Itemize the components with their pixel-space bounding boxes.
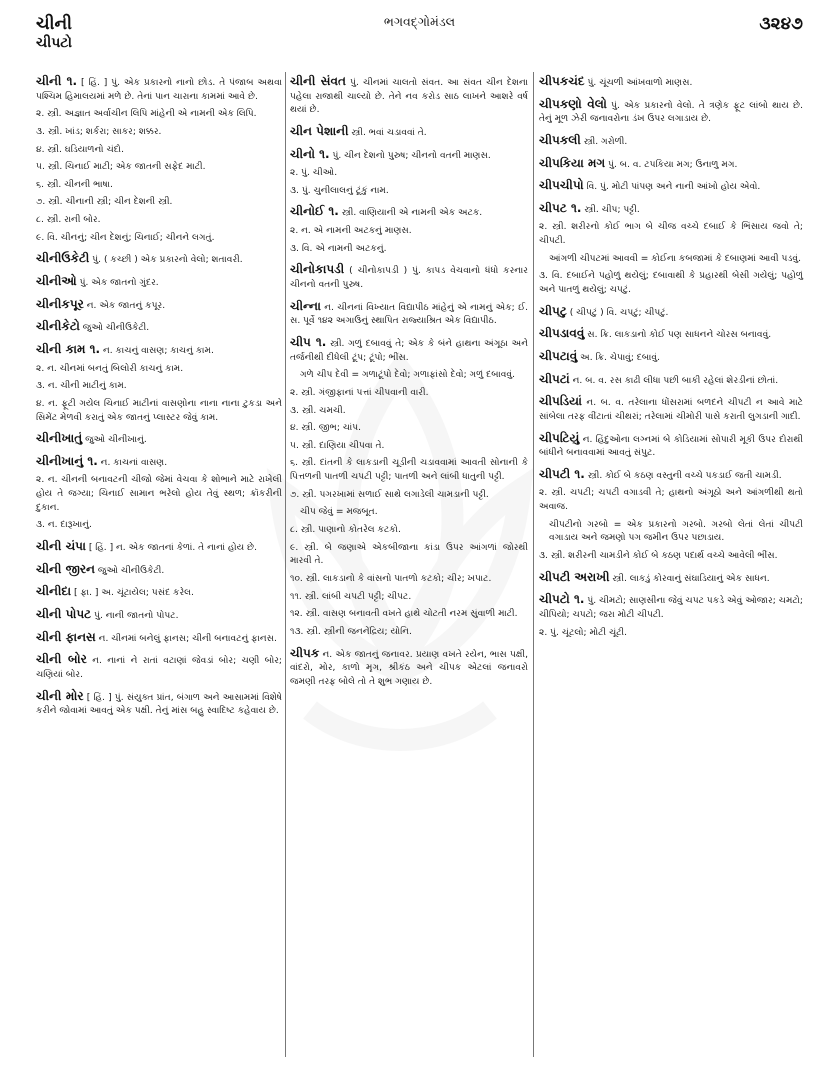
dictionary-entry [290, 202, 528, 221]
headword: ચીપક [290, 645, 320, 660]
headword: ચીનીખાતું [36, 431, 83, 446]
headword: ચીનીદા [36, 584, 72, 599]
definition-text: ૧૩. સ્ત્રી. સ્ત્રીની જનનેંદ્રિય; યોનિ. [290, 626, 412, 637]
dictionary-entry [539, 370, 803, 389]
dictionary-entry [539, 154, 803, 173]
definition-text: પું. એક જાતનો ગુંદર. [79, 278, 159, 289]
headword: ચીપટી ૧. [539, 466, 585, 481]
definition-text: ૨. ન. ચીનમાં બનતું બિલોરી કાચનું કામ. [36, 363, 184, 374]
sense-line [36, 363, 282, 377]
dictionary-entry [36, 340, 282, 359]
definition-text: ન. એક જાતનું કપૂર. [86, 300, 166, 311]
definition-text: ૨. ન. એ નામની અટકનું માણસ. [290, 226, 412, 237]
dictionary-entry [290, 260, 528, 292]
definition-text: સ્ત્રી. ગળું દબાવવું તે; એક કે બંને હાથના અંગૂઠા અને તર્જનીથી દીધેલી ટૂંપ; ટૂંપો; ભીંસ. [290, 338, 528, 363]
definition-text: ૬. સ્ત્રી. ચીનની ભાષા. [36, 179, 113, 190]
headword: ચીપકચંદ [539, 74, 585, 88]
sense-line [36, 108, 282, 122]
dictionary-entry [36, 429, 282, 448]
definition-text: ન. ચીનનાં વિખ્યાત વિદ્યાપીઠ માંહેનું એ નામનું એક; ઈ. સ. પૂર્વે ૧૪૨ અગાઉનું સ્થાપિત રાજ્યાશ્રિત એક વિદ્યાપીઠ. [290, 302, 528, 327]
headword: ચીનોઈ ૧. [290, 204, 339, 219]
definition-text: ૩. ન. દારૂખાનું. [36, 520, 92, 531]
headword: ચીનોકાપડી [290, 262, 345, 277]
guideword-last: ચીપટો [36, 35, 72, 51]
definition-text: ૨. ન. ચીનની બનાવટની ચીજો જેમાં વેચવા કે શોભાને માટે રાખેલી હોય તે જગ્યા; ચિનાઈ સામાન ભરેલો હોય તેવું સ્થળ; ક્રૉકરીની દુકાન. [36, 475, 282, 513]
dictionary-entry [36, 452, 282, 471]
dictionary-entry [36, 560, 282, 579]
definition-text: પું. ચૂંચળી આંખવાળો માણસ. [587, 78, 693, 88]
definition-text: ( ચીપટું ) વિ. ચપટું; ચીપટું. [569, 307, 669, 318]
dictionary-entry [36, 272, 282, 291]
definition-text: ન. એક જાતનું જનાવર. પ્રયાણ વખતે રયેન, ભાસ પક્ષી, વાંદરો, મોર, કાળો મૃગ, શ્રીકંઠ અને ચીપક એટલાં જનાવરો જમણી તરફ બોલે તો તે શુભ ગણાય છે. [290, 649, 528, 687]
definition-text: ૫. સ્ત્રી. ચિનાઈ માટી; એક જાતની સફેદ માટી. [36, 162, 206, 173]
dictionary-entry [539, 199, 803, 218]
definition-text: સ્ત્રી. ભવાં ચડાવવાં તે. [351, 127, 427, 138]
headword: ચીન્ના [290, 298, 321, 313]
sense-line [290, 422, 528, 436]
definition-text: ન. ચીનમાં બનેલું ફાનસ; ચીની બનાવટનું ફાનસ. [98, 633, 277, 644]
definition-text: પું. એક પ્રકારનો વેલો. તે ત્રણેક ફૂટ લાંબો થાય છે. તેનું મૂળ ઝેરી જનાવરોના ડંખ ઉપર લગાડાય છે. [539, 100, 803, 125]
headword: ચીની જીરન [36, 561, 95, 576]
definition-text: ૩. સ્ત્રી. ખાંડ; શર્કરા; સાકર; શક્કર. [36, 126, 162, 137]
definition-text: ૭. સ્ત્રી. ચીનાની સ્ત્રી; ચીન દેશની સ્ત્રી. [36, 197, 173, 208]
sense-line [290, 506, 528, 520]
sense-line [36, 214, 282, 228]
sense-line [290, 626, 528, 640]
definition-text: ૧૧. સ્ત્રી. લાંબી ચપટી પટ્ટી; ચીપટ. [290, 591, 412, 602]
dictionary-entry [539, 72, 803, 91]
headword: ચીપટુ [539, 303, 567, 318]
dictionary-entry [539, 131, 803, 150]
definition-text: સ્ત્રી. વાણિયાની એ નામની એક અટક. [341, 208, 483, 219]
sense-line [36, 398, 282, 425]
definition-text: [ હિં. ] પું. સંયુક્ત પ્રાંત, બંગાળ અને આસામમાં વિશેષે કરીને જોવામાં આવતું એક પક્ષી. તેનું માંસ બહુ સ્વાદિષ્ટ કહેવાય છે. [36, 692, 282, 717]
definition-text: ૧૨. સ્ત્રી. વાસણ બનાવતી વખતે હાથે ચોટતી નરમ સુંવાળી માટી. [290, 609, 518, 620]
sense-line [290, 440, 528, 454]
usage-example: ગળે ચીપ દેવી = ગળાટૂંપો દેવો; ગળાફાંસો દેવો; ગળું દબાવવું. [300, 370, 515, 381]
headword: ચીની પોપટ [36, 606, 92, 621]
definition-text: જુઓ ચીનીઉકેટી. [82, 323, 150, 334]
sense-line [36, 380, 282, 394]
definition-text: પું. ચીમટો; સાણસીના જેવું ચપટ પકડે એવું ઓજાર; ચમટો; ચીપિયો; ચપટો; જરા મોટી ચીપટી. [539, 596, 803, 620]
sense-line [539, 627, 803, 641]
dictionary-entry [539, 465, 803, 484]
column-divider [285, 72, 286, 1057]
dictionary-entry [539, 176, 803, 195]
headword: ચીપકણો વેલો [539, 96, 607, 111]
dictionary-entry [290, 72, 528, 118]
dictionary-entry [36, 249, 282, 268]
definition-text: ૩. ન. ચીની માટીનું કામ. [36, 381, 127, 392]
column-1 [36, 72, 282, 723]
headword: ચીનો ૧. [290, 146, 330, 161]
dictionary-entry [539, 590, 803, 622]
headword: ચીપટ ૧. [539, 200, 582, 215]
column-3 [539, 72, 803, 644]
dictionary-entry [539, 392, 803, 424]
definition-text: [ હિં. ] પું. એક પ્રકારનો નાનો છોડ. તે પંજાબ અથવા પશ્ચિમ હિમાલયમાં મળે છે. તેનાં પાન ચારાના કામમાં આવે છે. [36, 78, 282, 102]
definition-text: ન. નાનાં ને રાતાં વટાણાં જેવડાં બોર; ચણી બોર; ચણિયાં બોર. [36, 656, 282, 680]
definition-text: ૩. પું. ચુનીલાલનું ટૂંકું નામ. [290, 185, 389, 196]
dictionary-entry [36, 687, 282, 719]
headword: ચીપડિયાં [539, 394, 582, 409]
definition-text: ૨. સ્ત્રી. શરીરનો કોઈ ભાગ બે ચીજ વચ્ચે દબાઈ કે ભિંસાય જવો તે; ચીપટી. [539, 222, 803, 247]
page-title: ભગવદ્ગોમંડલ [383, 14, 456, 29]
definition-text: ન. કાચનાં વાસણ. [100, 457, 168, 468]
sense-line [539, 221, 803, 248]
definition-text: ૨. પું. ચૂંટલો; મોટી ચૂંટી. [539, 627, 628, 638]
sense-line [36, 126, 282, 140]
sense-line [290, 591, 528, 605]
sense-line [290, 457, 528, 484]
sense-line [290, 405, 528, 419]
definition-text: ન. બ. વ. રસ કાઢી લીધા પછી બાકી રહેલાં શેરડીનાં છોતાં. [572, 375, 779, 386]
definition-text: સ્ત્રી. ગરોળી. [583, 136, 628, 147]
page-header [36, 14, 803, 62]
definition-text: ૪. સ્ત્રી. જીભ; ચાંપ. [290, 423, 362, 434]
definition-text: પું. ચીન દેશનો પુરુષ; ચીનનો વતની માણસ. [332, 150, 491, 161]
definition-text: ૩. સ્ત્રી. શરીરની ચામડીને કોઈ બે કઠણ પદાર્થ વચ્ચે આવેલી ભીંસ. [539, 551, 778, 562]
definition-text: પું. નાની જાતનો પોપટ. [94, 610, 179, 621]
usage-example: ચીપ જેવું = મજબૂત. [300, 507, 378, 518]
headword: ચીનીખાનું ૧. [36, 453, 98, 468]
definition-text: ૩. વિ. એ નામની અટકનું. [290, 243, 387, 254]
dictionary-entry [290, 122, 528, 141]
headword: ચીપ ૧. [290, 334, 327, 349]
definition-text: ૨. સ્ત્રી. અજ્ઞાત અર્વાચીન લિપિ માંહેની એ નામની એક લિપિ. [36, 109, 257, 120]
column-divider [533, 72, 534, 1057]
sense-line [36, 161, 282, 175]
headword: ચીપટાવું [539, 348, 578, 363]
sense-line [539, 270, 803, 297]
dictionary-entry [290, 333, 528, 365]
usage-example: આંગળી ચીપટમાં આવવી = કોઈના કબજામાં કે દબાણમાં આવી પડવું. [549, 253, 801, 264]
definition-text: વિ. પું. મોટી પાંપણ અને નાની આંખો હોય એવો. [586, 182, 761, 193]
definition-text: ૬. સ્ત્રી. દાંતની કે લાકડાની ચૂડીની ચડાવવામાં આવતી સોનાની કે પિત્તળની પાતળી ચપટી પટ્ટી; પાતળી અને લાંબી ધાતુની પટ્ટી. [290, 458, 528, 483]
sense-line [539, 519, 803, 546]
dictionary-entry [36, 72, 282, 104]
definition-text: ૮. સ્ત્રી. રાની બોર. [36, 215, 101, 226]
headword: ચીન પેશાની [290, 123, 349, 138]
sense-line [36, 144, 282, 158]
definition-text: પું. બ. વ. ટપકિયા મગ; ઉનાળુ મગ. [608, 159, 738, 170]
dictionary-entry [36, 537, 282, 556]
definition-text: જુઓ ચીનીઉકેટી. [97, 565, 165, 576]
definition-text: [ હિં. ] ન. એક જાતનાં કેળાં. તે નાનાં હોય છે. [88, 543, 257, 554]
definition-text: સ્ત્રી. ચીપ; પટ્ટી. [584, 204, 640, 215]
page-number: ૩૨૪૭ [759, 14, 803, 34]
usage-example: ચીપટીનો ગરબો = એક પ્રકારનો ગરબો. ગરબો લેતાં લેતાં ચીપટી વગાડાય અને જમણો પગ જમીન ઉપર પછાડાય. [549, 519, 803, 544]
headword: ચીની ૧. [36, 74, 78, 88]
headword: ચીપટો ૧. [539, 592, 585, 607]
dictionary-entry [290, 644, 528, 690]
headword: ચીનીકપૂર [36, 296, 84, 311]
headword: ચીની સંવત [290, 74, 346, 88]
sense-line [539, 550, 803, 564]
definition-text: ૧૦. સ્ત્રી. લાકડાનો કે વાંસનો પાતળો કટકો; ચીર; ખપાટ. [290, 573, 492, 584]
sense-line [290, 608, 528, 622]
definition-text: ૩. સ્ત્રી. ચમચી. [290, 405, 346, 416]
dictionary-entry [36, 605, 282, 624]
sense-line [290, 489, 528, 503]
sense-line [36, 196, 282, 210]
headword: ચીની બોર [36, 652, 87, 667]
sense-line [290, 185, 528, 199]
dictionary-entry [539, 95, 803, 127]
definition-text: ન. હિંદુઓના લગ્નમાં બે કોડિયામાં સોપારી મૂકી ઉપર દોરાથી બાંધીને બનાવવામાં આવતું સંપુટ. [539, 434, 803, 459]
sense-line [539, 487, 803, 514]
headword: ચીપચીપો [539, 178, 584, 193]
definition-text: ૨. સ્ત્રી. ચપટી; ચપટી વગાડવી તે; હાથનો અંગૂઠો અને આંગળીથી થતો અવાજ. [539, 488, 803, 513]
headword: ચીની કામ ૧. [36, 341, 101, 356]
sense-line [290, 243, 528, 257]
column-2 [290, 72, 528, 693]
definition-text: ( ચીનોકાપડી ) પું. કાપડ વેચવાનો ધંધો કરનાર ચીનનો વતની પુરુષ. [290, 266, 528, 291]
sense-line [290, 573, 528, 587]
definition-text: [ ફા. ] અ. ચૂંટાયેલ; પસંદ કરેલ. [73, 588, 194, 599]
headword: ચીપટિયું [539, 430, 580, 445]
sense-line [36, 232, 282, 246]
dictionary-entry [36, 317, 282, 336]
sense-line [290, 524, 528, 538]
definition-text: ૨. સ્ત્રી. ગંજીફાનાં પત્તાં ચીપવાની વારી. [290, 387, 429, 398]
sense-line [539, 253, 803, 267]
definition-text: ૩. વિ. દબાઈને પહોળું થયેલું; દબાવાથી કે પ્રહારથી બેસી ગયેલું; પહોળું અને પાતળું થયેલું; ચપટું. [539, 271, 803, 296]
dictionary-entry [539, 324, 803, 343]
headword: ચીપકલી [539, 132, 581, 147]
dictionary-entry [290, 145, 528, 164]
definition-text: ૭. સ્ત્રી. પગરખામાં સળાઈ સાથે લગાડેલી ચામડાની પટ્ટી. [290, 489, 489, 500]
definition-text: જુઓ ચીનીખાનું. [85, 435, 147, 446]
sense-line [290, 167, 528, 181]
dictionary-entry [36, 295, 282, 314]
definition-text: ૪. ન. ફૂટી ગયેલ ચિનાઈ માટીનાં વાસણોના નાના નાના ટુકડા અને સિમેંટ મેળવી કરાતું એક જાતનું પ્લાસ્ટર જેવું કામ. [36, 398, 282, 423]
headword: ચીપકિયા મગ [539, 155, 606, 170]
sense-line [290, 542, 528, 569]
sense-line [36, 179, 282, 193]
definition-text: સ્ત્રી. કોઈ બે કઠણ વસ્તુની વચ્ચે પકડાઈ જતી ચામડી. [587, 470, 782, 481]
definition-text: ૨. પું. ચીઓ. [290, 168, 338, 179]
dictionary-entry [539, 568, 803, 587]
definition-text: ન. બ. વ. તરેલાના ધોંસરામાં બળદને ચીપટી ન આવે માટે સાંબેલા તરફ વીંટાતાં ચીથરાં; તરેલામાં ચીમોરી પાસે કરાતી લુગડાની ગાદી. [539, 398, 803, 422]
sense-line [36, 474, 282, 515]
definition-text: સ. ક્રિ. લાકડાનો કોઈ પણ સાધનને ચોરસ બનાવવું. [587, 330, 772, 341]
headword: ચીપટી અરાખી [539, 569, 610, 584]
dictionary-entry [36, 650, 282, 682]
sense-line [36, 519, 282, 533]
definition-text: ન. કાચનું વાસણ; કાચનું કામ. [103, 345, 214, 356]
headword: ચીની મોર [36, 688, 84, 703]
dictionary-entry [36, 582, 282, 601]
headword: ચીપડાવવું [539, 326, 585, 341]
headword: ચીનીકેટો [36, 319, 80, 334]
definition-text: ૮. સ્ત્રી. પાણાનો કોતરેલ કટકો. [290, 525, 401, 536]
headword: ચીની ચંપા [36, 539, 86, 554]
sense-line [290, 225, 528, 239]
definition-text: સ્ત્રી. લાકડું કોરવાનું સંઘાડિયાનું એક સાધન. [612, 573, 770, 584]
headword: ચીનીઓ [36, 274, 77, 289]
dictionary-entry [539, 302, 803, 321]
dictionary-entry [36, 628, 282, 647]
headword: ચીનીઉકેટી [36, 251, 90, 266]
dictionary-entry [539, 347, 803, 366]
guideword-first: ચીની [36, 14, 72, 34]
definition-text: અ. ક્રિ. ચેપાવું; દબાવું. [580, 352, 660, 363]
headword: ચીપટાં [539, 371, 570, 386]
definition-text: પું. ચીનમાં ચાલતો સંવત. આ સંવત ચીન દેશના પહેલા રાજાથી ચાલ્યો છે. તેને નવ કરોડ સાઠ લાખને આશરે વર્ષ થયાં છે. [290, 78, 528, 116]
dictionary-entry [290, 297, 528, 329]
headword: ચીની ફાનસ [36, 629, 96, 644]
definition-text: ૪. સ્ત્રી. ઘડિયાળનો ચંદો. [36, 144, 124, 155]
definition-text: ૯. વિ. ચીનનું; ચીન દેશનું; ચિનાઈ; ચીનને લગતું. [36, 232, 215, 243]
sense-line [290, 387, 528, 401]
dictionary-entry [539, 429, 803, 461]
definition-text: ૫. સ્ત્રી. દાણિયા ચીપવા તે. [290, 440, 385, 451]
definition-text: પું. ( કચ્છી ) એક પ્રકારનો વેલો; શતાવરી. [92, 255, 243, 266]
definition-text: ૯. સ્ત્રી. બે જણાએ એકબીજાના કાંડા ઉપર આંગળાં જોરથી મારવી તે. [290, 542, 528, 567]
sense-line [290, 369, 528, 383]
